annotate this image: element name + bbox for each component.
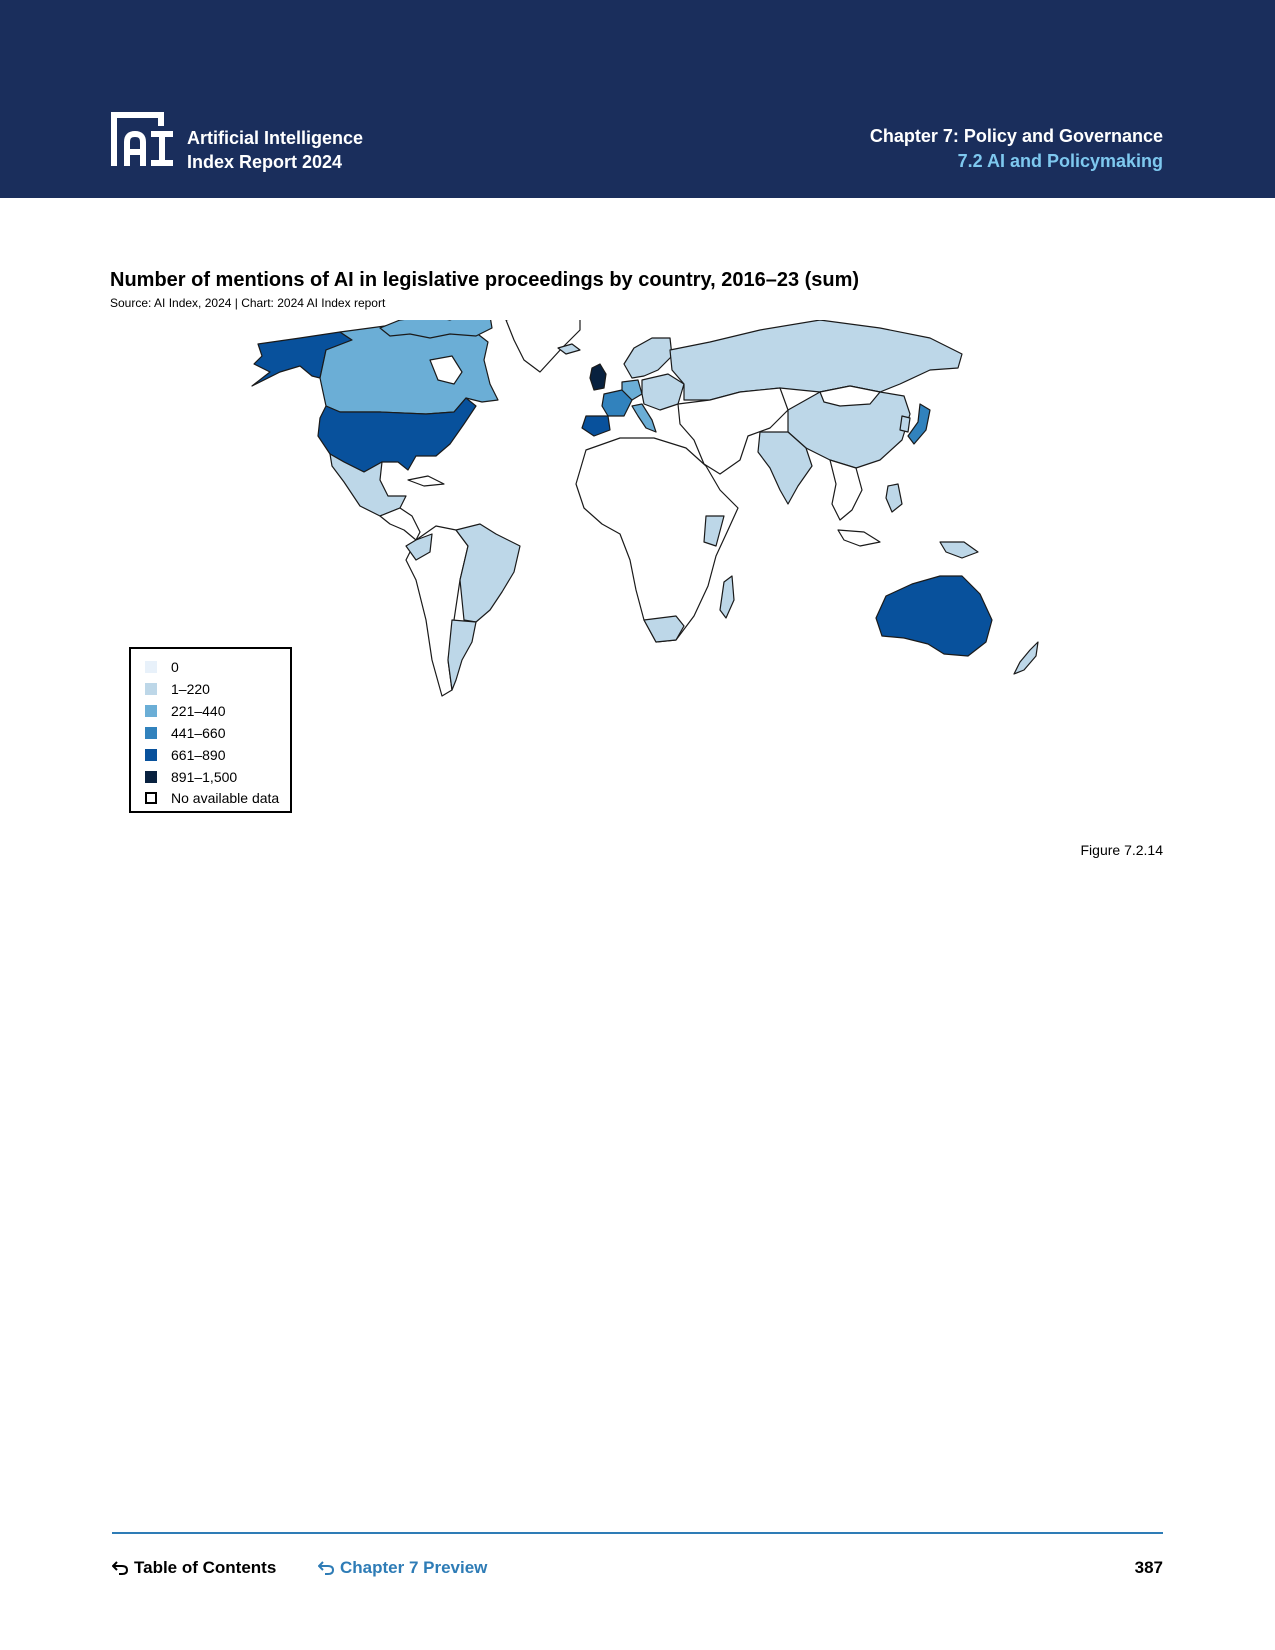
return-arrow-icon bbox=[318, 1559, 334, 1575]
ai-index-logo-icon bbox=[111, 112, 177, 168]
region-russia bbox=[670, 320, 962, 400]
legend-swatch bbox=[145, 771, 157, 783]
figure-label: Figure 7.2.14 bbox=[1080, 842, 1163, 858]
return-arrow-icon bbox=[112, 1559, 128, 1575]
region-new-guinea bbox=[940, 542, 978, 558]
region-scandinavia bbox=[624, 338, 672, 378]
legend-label: 891–1,500 bbox=[171, 769, 238, 785]
region-uk bbox=[590, 364, 606, 390]
world-map bbox=[240, 320, 1120, 740]
page-number: 387 bbox=[1134, 1558, 1163, 1577]
region-new-zealand bbox=[1014, 642, 1038, 674]
preview-label: Chapter 7 Preview bbox=[340, 1558, 488, 1577]
region-southeast-asia bbox=[830, 460, 862, 520]
region-brazil bbox=[456, 524, 520, 622]
region-japan bbox=[908, 404, 930, 444]
toc-label: Table of Contents bbox=[134, 1558, 277, 1577]
region-korea bbox=[900, 416, 910, 432]
legend-label: 1–220 bbox=[171, 681, 210, 697]
chapter-title: Chapter 7: Policy and Governance bbox=[869, 126, 1163, 146]
region-philippines bbox=[886, 484, 902, 512]
legend-swatch bbox=[145, 661, 157, 673]
legend-swatch bbox=[145, 683, 157, 695]
figure-title: Number of mentions of AI in legislative proceedings by country, 2016–23 (sum) bbox=[110, 269, 860, 291]
region-arctic-islands bbox=[380, 320, 492, 338]
report-header bbox=[0, 0, 1275, 198]
region-spain bbox=[582, 416, 610, 436]
legend-label: No available data bbox=[171, 790, 280, 806]
region-cuba bbox=[408, 476, 444, 486]
chapter-heading bbox=[870, 124, 1163, 174]
figure-source: Source: AI Index, 2024 | Chart: 2024 AI Index report bbox=[110, 296, 386, 310]
legend-label: 0 bbox=[171, 659, 179, 675]
legend-label: 661–890 bbox=[171, 747, 226, 763]
report-name bbox=[187, 126, 363, 174]
map-legend bbox=[129, 647, 292, 813]
region-madagascar bbox=[720, 576, 734, 618]
legend-swatch bbox=[145, 705, 157, 717]
legend-swatch bbox=[145, 727, 157, 739]
footer-divider bbox=[112, 1532, 1163, 1534]
section-title: 7.2 AI and Policymaking bbox=[957, 151, 1163, 171]
report-name-line2: Index Report 2024 bbox=[187, 152, 343, 172]
chapter-preview-link[interactable] bbox=[318, 1557, 487, 1579]
region-argentina bbox=[448, 620, 476, 690]
legend-swatch bbox=[145, 792, 157, 804]
legend-label: 221–440 bbox=[171, 703, 226, 719]
legend-swatch bbox=[145, 749, 157, 761]
table-of-contents-link[interactable] bbox=[112, 1557, 276, 1579]
legend-label: 441–660 bbox=[171, 725, 226, 741]
report-name-line1: Artificial Intelligence bbox=[187, 128, 364, 148]
region-italy bbox=[632, 404, 656, 432]
region-indonesia bbox=[838, 530, 880, 546]
region-australia bbox=[876, 576, 992, 656]
